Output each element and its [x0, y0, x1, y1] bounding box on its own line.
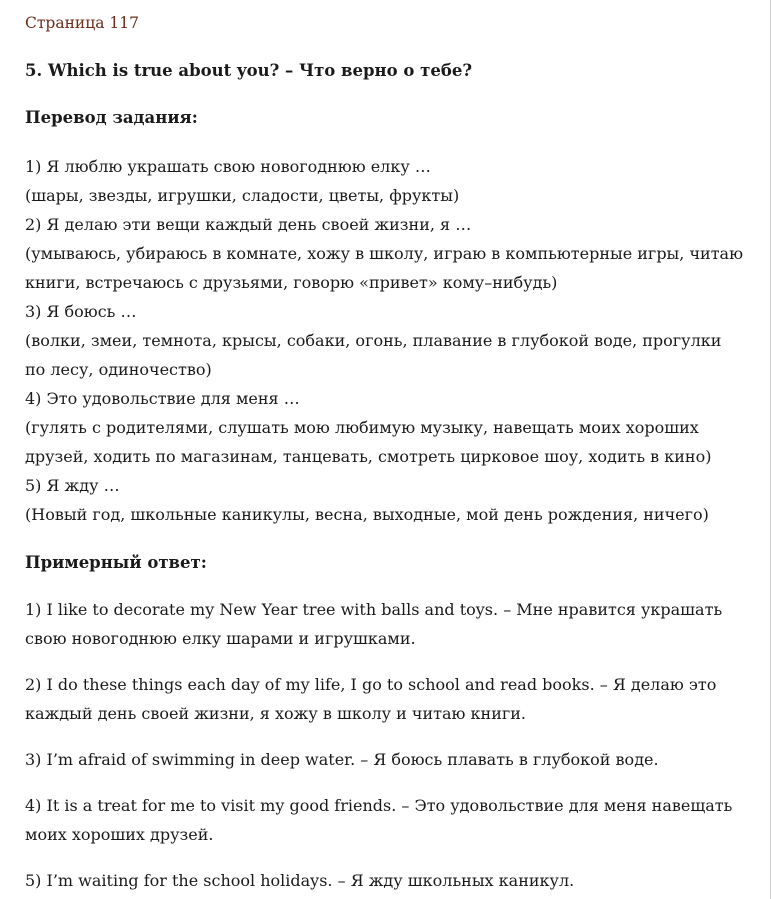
page-label: Страница 117 [25, 14, 139, 32]
translation-list [25, 152, 746, 529]
translation-prompt: 1) Я люблю украшать свою новогоднюю елку … [25, 157, 431, 176]
translation-options: (волки, змеи, темнота, крысы, собаки, огонь, плавание в глубокой воде, прогулки по лесу, одиночество) [25, 331, 722, 379]
answer-heading: Примерный ответ: [25, 553, 207, 572]
translation-options: (шары, звезды, игрушки, сладости, цветы, фрукты) [25, 186, 460, 205]
translation-options: (умываюсь, убираюсь в комнате, хожу в школу, играю в компьютерные игры, читаю книги, встречаюсь с друзьями, говорю «привет» кому–нибудь) [25, 244, 744, 292]
translation-prompt: 2) Я делаю эти вещи каждый день своей жизни, я … [25, 215, 472, 234]
answer-item: 2) I do these things each day of my life, I go to school and read books. – Я делаю это каждый день своей жизни, я хожу в школу и читаю книги. [25, 675, 717, 723]
translation-heading: Перевод задания: [25, 108, 198, 127]
answer-item: 4) It is a treat for me to visit my good friends. – Это удовольствие для меня навещать моих хороших друзей. [25, 796, 733, 844]
translation-options: (Новый год, школьные каникулы, весна, выходные, мой день рождения, ничего) [25, 505, 709, 524]
translation-prompt: 4) Это удовольствие для меня … [25, 389, 300, 408]
answer-list [25, 595, 746, 895]
translation-options: (гулять с родителями, слушать мою любимую музыку, навещать моих хороших друзей, ходить по магазинам, танцевать, смотреть цирковое шоу, ходить в кино) [25, 418, 712, 466]
answer-item: 1) I like to decorate my New Year tree with balls and toys. – Мне нравится украшать свою новогоднюю елку шарами и игрушками. [25, 600, 723, 648]
answer-item: 5) I’m waiting for the school holidays. – Я жду школьных каникул. [25, 871, 575, 890]
answer-item: 3) I’m afraid of swimming in deep water. – Я боюсь плавать в глубокой воде. [25, 750, 659, 769]
task-title: 5. Which is true about you? – Что верно о тебе? [25, 61, 473, 80]
translation-prompt: 3) Я боюсь … [25, 302, 137, 321]
translation-prompt: 5) Я жду … [25, 476, 120, 495]
